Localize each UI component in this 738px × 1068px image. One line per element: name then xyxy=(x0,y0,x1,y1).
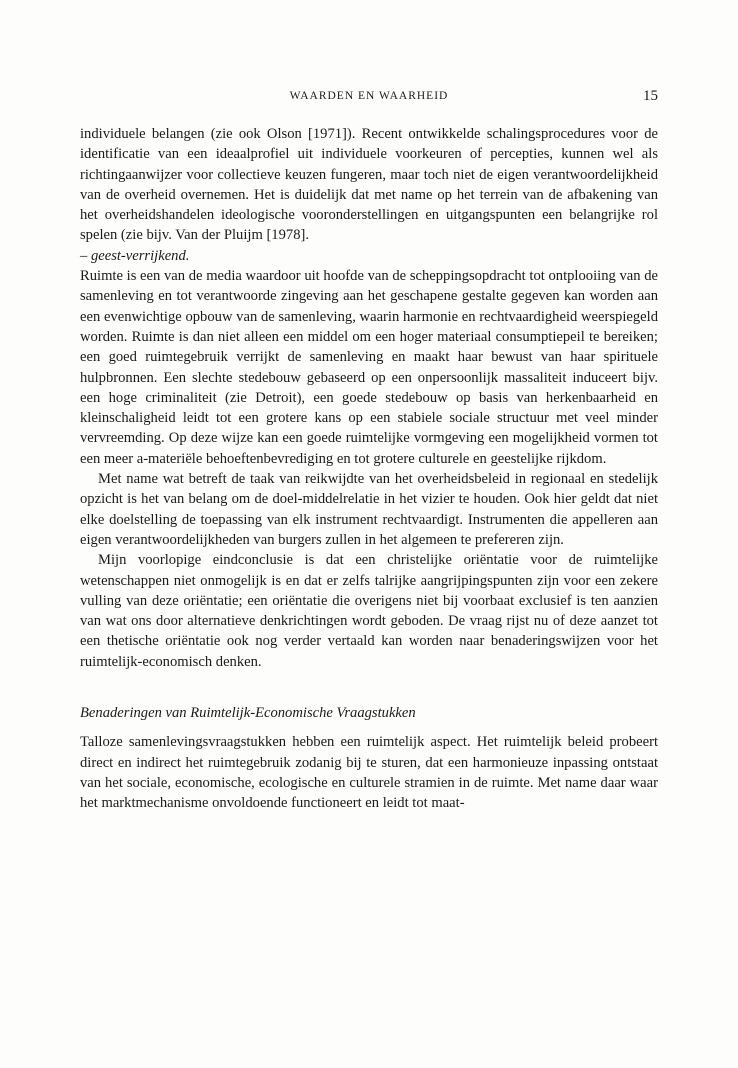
page-number: 15 xyxy=(643,88,658,104)
section-paragraph: Talloze samenlevingsvraagstukken hebben een ruimtelijk aspect. Het ruimtelijk beleid probeert direct en indirect het ruimtegebruik zodanig bij te sturen, dat een harmonieuze inpassing ontstaat van het sociale, economische, ecologische en culturele stramien in de ruimte. Met name daar waar het marktmechanisme onvoldoende functioneert en leidt tot maat- xyxy=(80,734,658,812)
body-text xyxy=(80,124,658,814)
running-header xyxy=(80,90,658,110)
list-item-geest-verrijkend: – geest-verrijkend. xyxy=(80,247,190,264)
paragraph-continued: individuele belangen (zie ook Olson [1971]). Recent ontwikkelde schalingsprocedures voor de identificatie van een ideaalprofiel uit individuele voorkeuren of percepties, kunnen wel als richtingaanwijzer voor collectieve keuzen fungeren, maar toch niet de eigen verantwoordelijkheid van de overheid overnemen. Het is duidelijk dat met name op het terrein van de afbakening van het overheidshandelen ideologische vooronderstellingen en uitgangspunten een belangrijke rol spelen (zie bijv. Van der Pluijm [1978]. xyxy=(80,126,658,244)
section-heading: Benaderingen van Ruimtelijk-Economische Vraagstukken xyxy=(80,705,416,722)
running-title: WAARDEN EN WAARHEID xyxy=(289,90,449,102)
paragraph-eindconclusie: Mijn voorlopige eindconclusie is dat een christelijke oriëntatie voor de ruimtelijke wetenschappen niet onmogelijk is en dat er zelfs talrijke aangrijpingspunten zijn voor een zekere vulling van deze oriëntatie; een oriëntatie die overigens niet bij voorbaat exclusief is ten aanzien van wat ons door alternatieve denkrichtingen wordt geboden. De vraag rijst nu of deze aanzet tot een thetische oriëntatie ook nog verder vertaald kan worden naar benaderingswijzen voor het ruimtelijk-economisch denken. xyxy=(80,552,658,670)
paragraph-ruimte: Ruimte is een van de media waardoor uit hoofde van de scheppingsopdracht tot ontplooiing van de samenleving en tot verantwoorde zingeving aan het geschapene gestalte gegeven kan worden aan een evenwichtige opbouw van de samenleving, waarin harmonie en rechtvaardigheid weerspiegeld worden. Ruimte is dan niet alleen een middel om een hoger materiaal consumptiepeil te bereiken; een goed ruimtegebruik verrijkt de samenleving en maakt haar bewust van haar spirituele hulpbronnen. Een slechte stedebouw gebaseerd op een onpersoonlijk massaliteit induceert bijv. een hoge criminaliteit (zie Detroit), een goede stedebouw op basis van herkenbaarheid en kleinschaligheid leidt tot een grotere kans op een stabiele sociale structuur met veel minder vervreemding. Op deze wijze kan een goede ruimtelijke vormgeving een mogelijkheid vormen tot een meer a-materiële behoeftenbevrediging en tot grotere culturele en geestelijke rijkdom. xyxy=(80,268,658,467)
paragraph-overheidsbeleid: Met name wat betreft de taak van reikwijdte van het overheidsbeleid in regionaal en stedelijk opzicht is het van belang om de doel-middelrelatie in het vizier te houden. Ook hier geldt dat niet elke doelstelling de toepassing van elk instrument rechtvaardigt. Instrumenten die appelleren aan eigen verantwoordelijkheden van burgers zullen in het algemeen te prefereren zijn. xyxy=(80,471,658,548)
